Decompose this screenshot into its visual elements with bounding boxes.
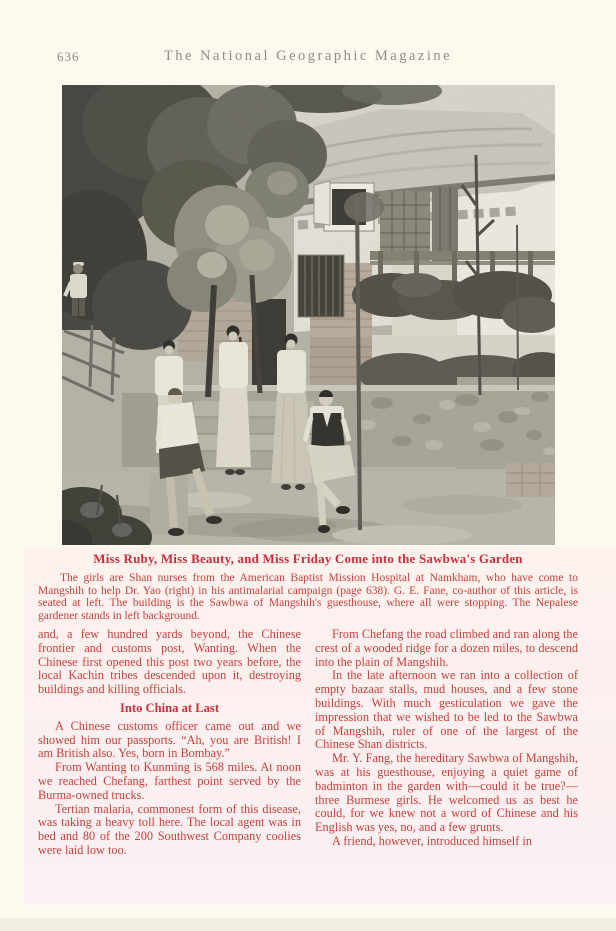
left-column <box>38 628 301 858</box>
film-grain <box>62 85 555 545</box>
paragraph: From Chefang the road climbed and ran along the crest of a wooded ridge for a dozen miles, to descend into the plain of Mangshih. <box>315 627 578 669</box>
right-column <box>315 628 578 849</box>
paragraph: A Chinese customs officer came out and we showed him our passports. “Ah, you are British! I am British also. Yes, born in Bombay.” <box>38 718 301 761</box>
photo-scene <box>62 85 555 545</box>
page-number: 636 <box>57 49 80 64</box>
paragraph: Mr. Y. Fang, the hereditary Sawbwa of Mangshih, was at his guesthouse, enjoying a quiet game of badminton in the garden with—could it be true?—three Burmese girls. He welcomed us as best he could, for we knew not a word of Chinese and his English was yes, no, and a few grunts. <box>315 751 578 835</box>
section-heading: Into China at Last <box>119 700 220 715</box>
page-bottom-edge <box>0 918 616 931</box>
photograph <box>62 85 555 545</box>
paragraph: Tertian malaria, commonest form of this disease, was taking a heavy toll here. The local agent was in bed and 80 of the 200 Southwest Company coolies were laid low too. <box>38 801 301 857</box>
magazine-title: The National Geographic Magazine <box>163 48 453 64</box>
paragraph: From Wanting to Kunming is 568 miles. At noon we reached Chefang, farthest point served by the Burma-owned trucks. <box>38 760 301 802</box>
paragraph: and, a few hundred yards beyond, the Chinese frontier and customs post, Wanting. When the Chinese first opened this post two years before, the local Kachin tribes descended upon it, destroying buildings and killing officials. <box>38 627 301 697</box>
photo-caption <box>38 551 578 622</box>
photo-caption-title: Miss Ruby, Miss Beauty, and Miss Friday Come into the Sawbwa's Garden <box>93 551 523 566</box>
paragraph: A friend, however, introduced himself in <box>332 833 532 848</box>
paragraph: In the late afternoon we ran into a collection of empty bazaar stalls, mud houses, and a few stone buildings. With much gesticulation we gave the impression that we wished to be led to the Sawbwa of Mangshih, ruler of one of the largest of the Chinese Shan districts. <box>315 668 578 752</box>
photo-caption-text: The girls are Shan nurses from the American Baptist Mission Hospital at Namkham, who have come to Mangshih to help Dr. Yao (right) in his antimalarial campaign (page 638). G. E. Fane, co-author of this article, is seated at left. The building is the Sawbwa of Mangshih's guesthouse, where all were stopping. The Nepalese gardener stands in left background. <box>38 572 578 622</box>
